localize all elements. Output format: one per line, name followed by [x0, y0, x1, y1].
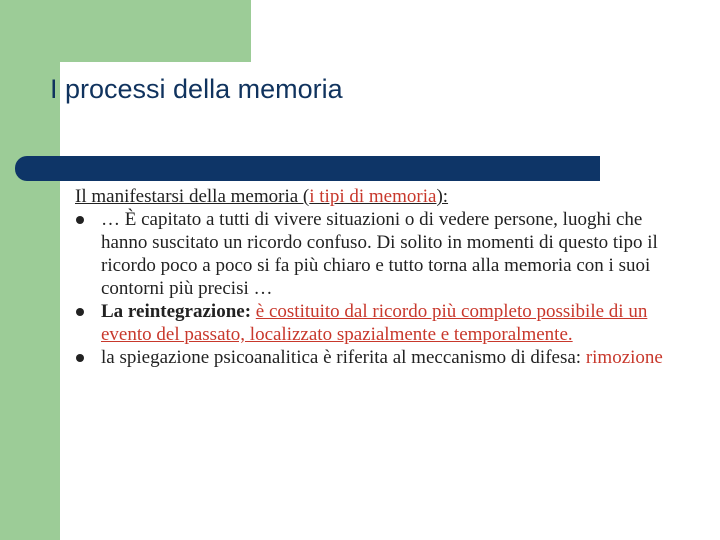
bullet-item: [75, 208, 665, 300]
bullet-definition-link[interactable]: è costituito dal ricordo più completo possibile di un evento del passato, localizzato spazialmente e temporalmente.: [101, 301, 648, 345]
bullet-dot-icon: [76, 308, 84, 316]
bullet-highlight: rimozione: [585, 347, 663, 368]
bullet-item: [75, 346, 665, 369]
heading-link[interactable]: i tipi di memoria: [309, 186, 437, 207]
slide-title: I processi della memoria: [50, 74, 343, 104]
bullet-term: La reintegrazione:: [101, 301, 252, 322]
title-divider-bar: [15, 156, 600, 181]
bullet-dot-icon: [76, 216, 84, 224]
bullet-item: [75, 300, 665, 346]
bullet-text: … È capitato a tutti di vivere situazioni o di vedere persone, luoghi che hanno suscitato un ricordo confuso. Di solito in momenti di questo tipo il ricordo poco a poco si fa più chiaro e tutto torna alla memoria con i suoi contorni più precisi …: [101, 209, 658, 299]
bullet-list: [75, 208, 665, 369]
slide-body: [75, 185, 665, 369]
heading-text-after: ):: [436, 186, 449, 207]
bullet-text: la spiegazione psicoanalitica è riferita al meccanismo di difesa:: [101, 347, 586, 368]
section-heading: [75, 185, 665, 208]
bullet-dot-icon: [76, 354, 84, 362]
heading-text-before: Il manifestarsi della memoria (: [75, 186, 310, 207]
